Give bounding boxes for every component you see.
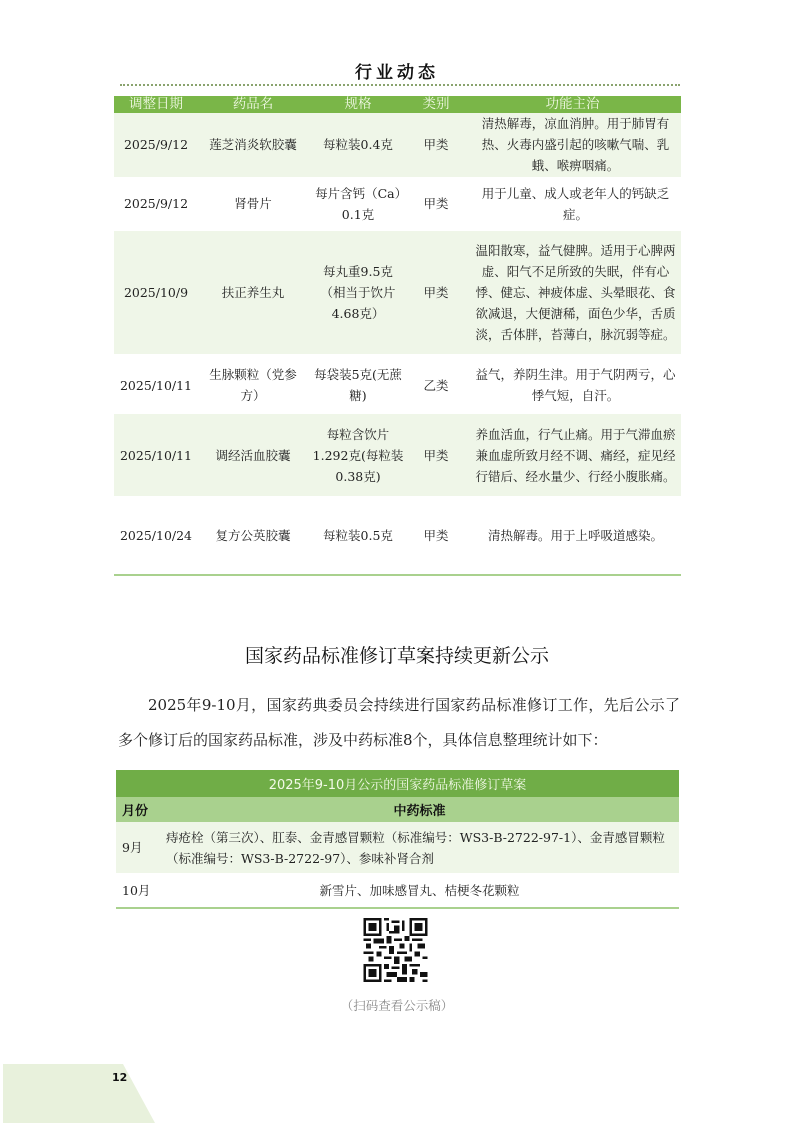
cell-month: 10月 — [116, 873, 160, 908]
table-row — [114, 496, 681, 575]
cell-name: 生脉颗粒（党参方） — [198, 355, 308, 414]
cell-date: 2025/9/12 — [114, 178, 198, 229]
cell-month: 9月 — [116, 822, 160, 873]
table-row — [114, 178, 681, 229]
cell-name: 扶正养生丸 — [198, 229, 308, 355]
cell-name: 复方公英胶囊 — [198, 496, 308, 575]
cell-function: 用于儿童、成人或老年人的钙缺乏症。 — [464, 178, 681, 229]
cell-spec: 每片含钙（Ca）0.1克 — [308, 178, 408, 229]
cell-category: 甲类 — [408, 113, 464, 178]
page-number: 12 — [112, 1071, 128, 1084]
cell-spec: 每粒装0.5克 — [308, 496, 408, 575]
article-paragraph: 2025年9-10月，国家药典委员会持续进行国家药品标准修订工作，先后公示了多个修订后的国家药品标准，涉及中药标准8个，具体信息整理统计如下： — [118, 696, 680, 749]
table-header-row — [114, 96, 681, 113]
table-row — [114, 113, 681, 178]
table-row — [116, 822, 679, 873]
page-footer-tab — [3, 1064, 155, 1123]
qr-caption: （扫码查看公示稿） — [340, 998, 454, 1013]
cell-spec: 每丸重9.5克（相当于饮片4.68克） — [308, 229, 408, 355]
cell-spec: 每粒含饮片1.292克(每粒装0.38克) — [308, 414, 408, 496]
table-row — [114, 229, 681, 355]
qr-code-icon[interactable] — [363, 918, 428, 982]
cell-date: 2025/9/12 — [114, 113, 198, 178]
cell-category: 甲类 — [408, 178, 464, 229]
cell-name: 肾骨片 — [198, 178, 308, 229]
table-row — [116, 873, 679, 908]
cell-date: 2025/10/11 — [114, 414, 198, 496]
column-header: 调整日期 — [114, 96, 198, 113]
article-title: 国家药品标准修订草案持续更新公示 — [244, 645, 549, 667]
column-header: 类别 — [408, 96, 464, 113]
cell-function: 养血活血，行气止痛。用于气滞血瘀兼血虚所致月经不调、痛经，症见经行错后、经水量少、行经小腹胀痛。 — [464, 414, 681, 496]
cell-category: 乙类 — [408, 355, 464, 414]
cell-name: 莲芝消炎软胶囊 — [198, 113, 308, 178]
table-row — [114, 414, 681, 496]
column-header: 功能主治 — [464, 96, 681, 113]
column-header: 药品名 — [198, 96, 308, 113]
section-title: 行业动态 — [355, 63, 439, 83]
cell-date: 2025/10/24 — [114, 496, 198, 575]
column-header: 规格 — [308, 96, 408, 113]
column-header: 中药标准 — [160, 797, 679, 822]
cell-date: 2025/10/9 — [114, 229, 198, 355]
cell-standards: 新雪片、加味感冒丸、桔梗冬花颗粒 — [160, 873, 679, 908]
cell-date: 2025/10/11 — [114, 355, 198, 414]
drug-adjustment-table — [114, 96, 681, 576]
table-row — [114, 355, 681, 414]
cell-spec: 每袋装5克(无蔗糖) — [308, 355, 408, 414]
table-caption: 2025年9-10月公示的国家药品标准修订草案 — [116, 770, 679, 797]
cell-function: 益气，养阴生津。用于气阴两亏，心悸气短，自汗。 — [464, 355, 681, 414]
cell-function: 温阳散寒，益气健脾。适用于心脾两虚、阳气不足所致的失眠，伴有心悸、健忘、神疲体虚、头晕眼花、食欲减退，大便溏稀，面色少华，舌质淡，舌体胖，苔薄白，脉沉弱等症。 — [464, 229, 681, 355]
standards-revision-table — [116, 770, 679, 909]
dotted-divider — [120, 84, 680, 86]
cell-function: 清热解毒。用于上呼吸道感染。 — [464, 496, 681, 575]
cell-category: 甲类 — [408, 229, 464, 355]
cell-function: 清热解毒，凉血消肿。用于肺胃有热、火毒内盛引起的咳嗽气喘、乳蛾、喉痹咽痛。 — [464, 113, 681, 178]
cell-spec: 每粒装0.4克 — [308, 113, 408, 178]
table-header-row — [116, 797, 679, 822]
cell-name: 调经活血胶囊 — [198, 414, 308, 496]
cell-category: 甲类 — [408, 496, 464, 575]
cell-standards: 痔疮栓（第三次）、肛泰、金青感冒颗粒（标准编号：WS3-B-2722-97-1）、金青感冒颗粒（标准编号：WS3-B-2722-97）、参味补肾合剂 — [160, 822, 679, 873]
cell-category: 甲类 — [408, 414, 464, 496]
column-header: 月份 — [116, 797, 160, 822]
table-caption-row — [116, 770, 679, 797]
